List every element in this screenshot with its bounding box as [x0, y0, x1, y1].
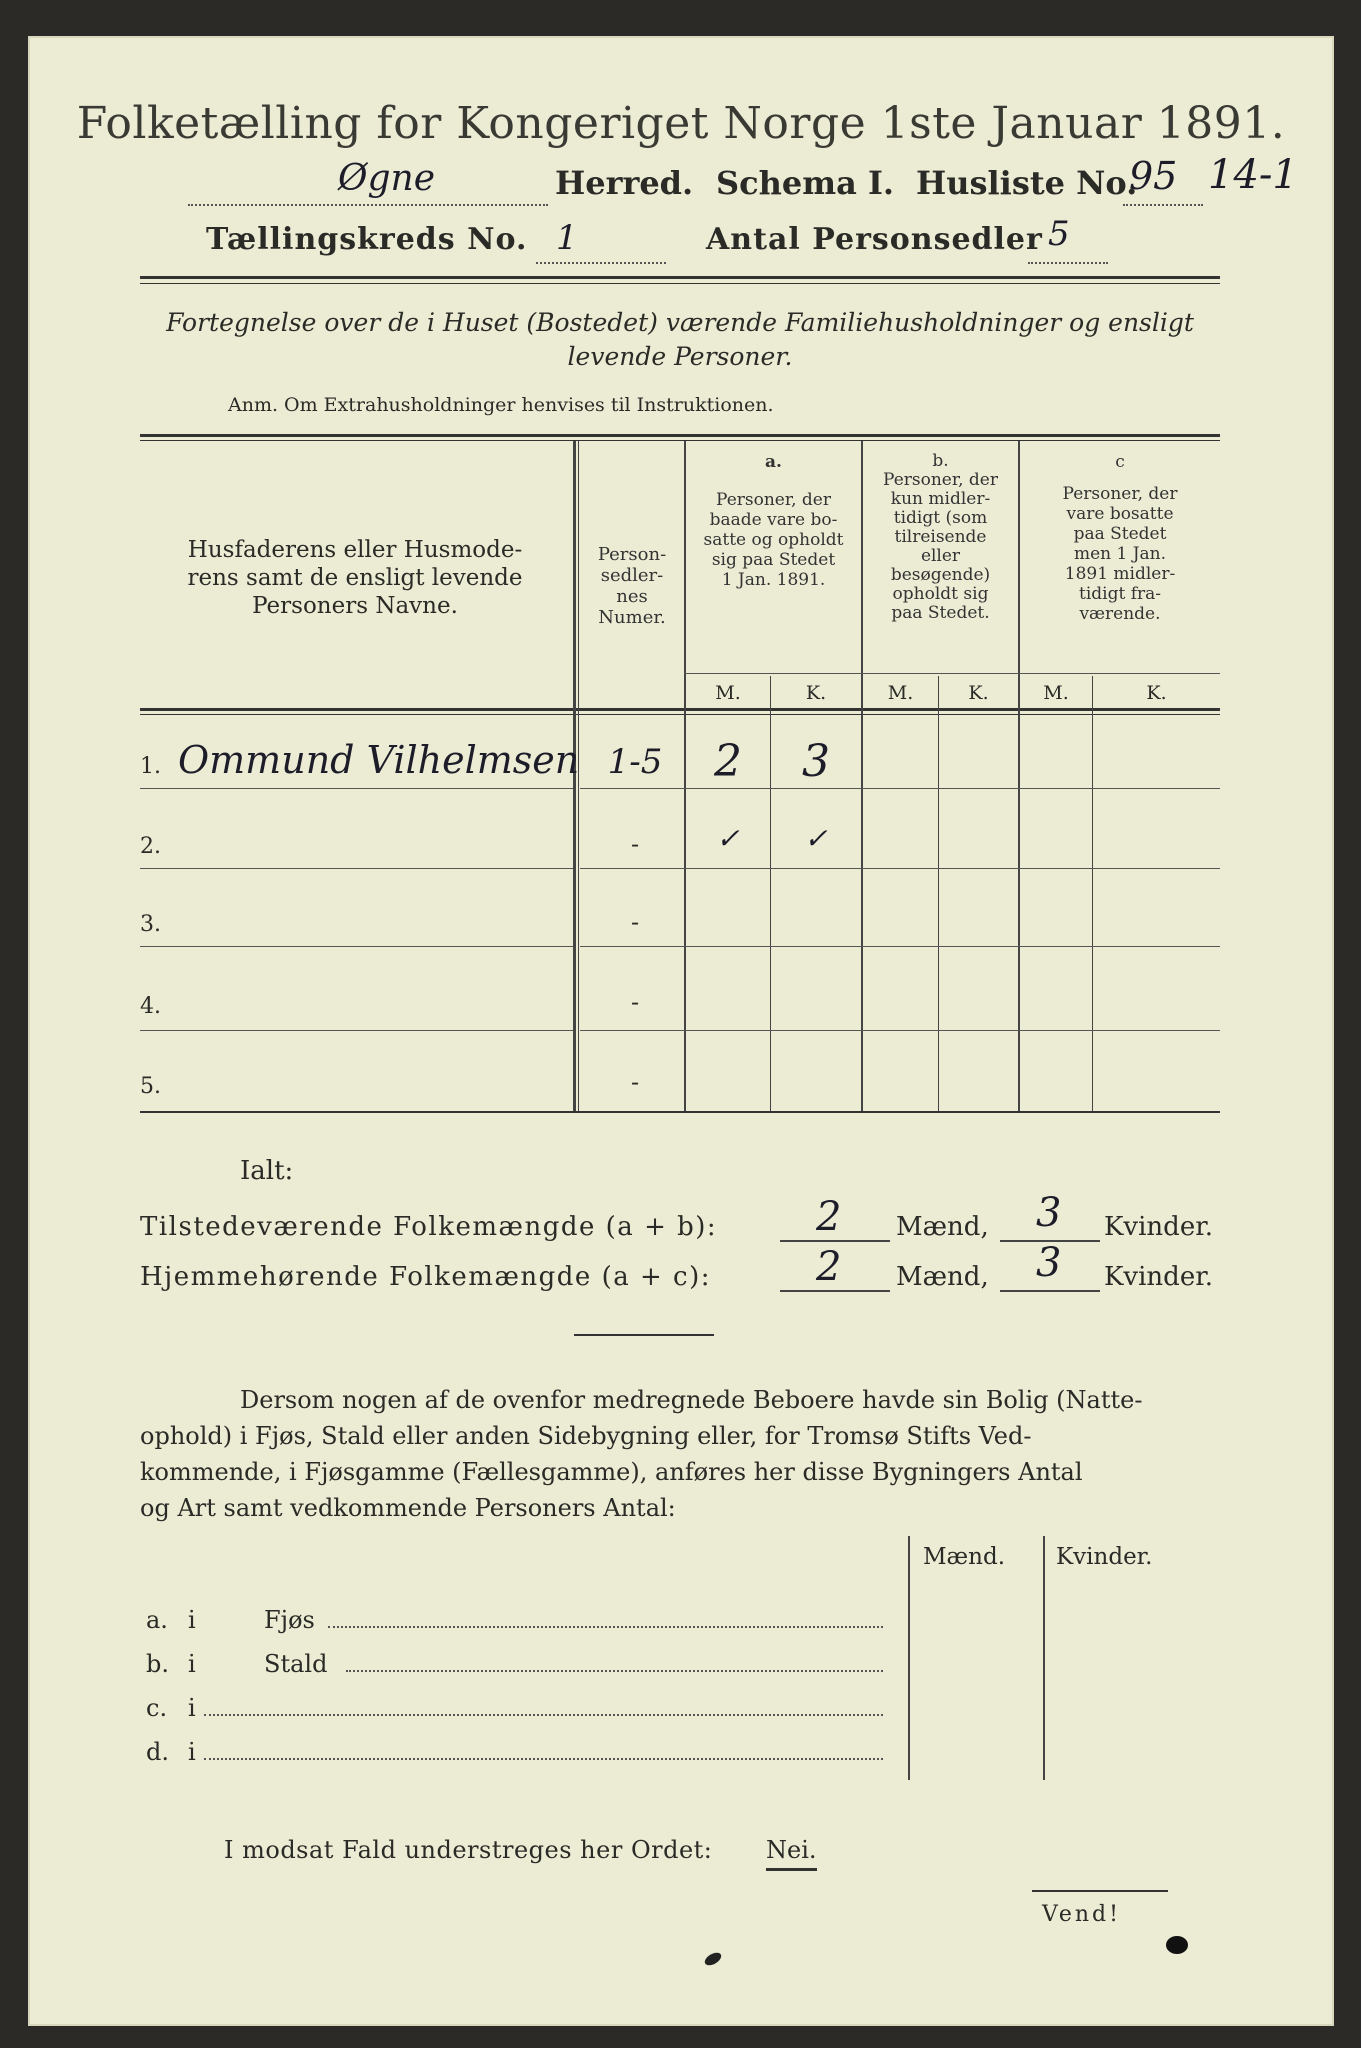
antal-field	[1028, 214, 1108, 264]
table-top-rule	[140, 434, 1220, 437]
husliste-label: Husliste No.	[916, 164, 1138, 202]
bolig-item-letter: a.	[146, 1606, 168, 1634]
col-header-b	[863, 452, 1018, 623]
row-rule	[140, 946, 573, 947]
row-rule	[580, 788, 1220, 789]
col-header-c-line: tidigt fra-	[1078, 584, 1161, 604]
col-header-num	[580, 544, 684, 628]
bolig-item-i: i	[188, 1694, 196, 1722]
c-k-label: K.	[1146, 682, 1167, 704]
bolig-item-letter: c.	[146, 1694, 168, 1722]
tilst-k-value: 3	[1036, 1190, 1062, 1236]
hjem-maend: Mænd,	[896, 1262, 989, 1292]
bolig-item-dots	[328, 1626, 883, 1628]
row-rule	[580, 946, 1220, 947]
col-header-c-line: 1891 midler-	[1064, 564, 1176, 584]
col-header-a	[686, 452, 861, 590]
a-k-label: K.	[805, 682, 827, 704]
table-header-bottom-thin	[140, 714, 1220, 715]
col-header-b-line: tidigt (som	[893, 508, 988, 528]
header-rule-thick	[140, 276, 1220, 279]
bolig-line: Dersom nogen af de ovenfor medregnede Beboere havde sin Bolig (Natte-	[240, 1386, 1143, 1414]
husliste-value: 95	[1129, 154, 1178, 198]
row-rule	[580, 1030, 1220, 1031]
herred-value: Øgne	[338, 158, 436, 199]
person-number: -	[630, 830, 640, 858]
col-header-c	[1020, 452, 1220, 624]
a-m-label: M.	[715, 682, 741, 704]
col-header-b-line: paa Stedet.	[891, 603, 990, 623]
bolig-item-dots	[204, 1714, 883, 1716]
row-number: 2.	[140, 834, 161, 859]
a-m-value: 2	[714, 736, 742, 787]
row-number: 4.	[140, 994, 161, 1019]
col-header-b-line: opholdt sig	[892, 584, 989, 604]
tilst-label: Tilstedeværende Folkemængde (a + b):	[140, 1212, 718, 1242]
bolig-col-divider-1	[908, 1536, 910, 1780]
person-name: Ommund Vilhelmsen	[178, 738, 580, 782]
row-rule	[140, 868, 573, 869]
col-header-num-line: nes	[616, 586, 648, 607]
col-header-b-line: eller	[920, 546, 961, 566]
person-number: -	[630, 988, 640, 1016]
col-divider-b-mk	[938, 676, 939, 1111]
bolig-item-i: i	[188, 1650, 196, 1678]
bolig-line: ophold) i Fjøs, Stald eller anden Sidebygning eller, for Tromsø Stifts Ved-	[140, 1422, 1032, 1450]
ink-blot	[1166, 1936, 1188, 1954]
vend-rule	[1032, 1890, 1168, 1892]
col-header-c-line: vare bosatte	[1066, 504, 1174, 524]
b-k-label: K.	[968, 682, 989, 704]
hjem-k-field	[1000, 1240, 1100, 1292]
bolig-item-dots	[346, 1670, 883, 1672]
row-rule	[140, 1030, 573, 1031]
bolig-item-i: i	[188, 1606, 196, 1634]
person-number: 1-5	[607, 742, 663, 782]
anm-note: Anm. Om Extrahusholdninger henvises til Instruktionen.	[228, 394, 774, 416]
bolig-item-letter: d.	[146, 1738, 169, 1766]
a-k-value: 3	[802, 736, 830, 787]
nei-word: Nei.	[766, 1836, 817, 1871]
mk-header-rule	[684, 673, 1220, 674]
census-form-sheet	[28, 36, 1334, 2026]
row-number: 3.	[140, 912, 161, 937]
row-number: 5.	[140, 1074, 161, 1099]
col-header-c-line: Personer, der	[1062, 484, 1178, 504]
ialt-label: Ialt:	[240, 1156, 294, 1186]
col-header-name-line: Husfaderens eller Husmode-	[187, 537, 523, 563]
col-header-b-line: besøgende)	[890, 565, 991, 585]
c-m-label: M.	[1043, 682, 1069, 704]
bolig-line: og Art samt vedkommende Personers Antal:	[140, 1494, 676, 1522]
tilst-k-field	[1000, 1190, 1100, 1242]
vend-text: Vend!	[1042, 1902, 1121, 1927]
bolig-line: kommende, i Fjøsgamme (Fællesgamme), anføres her disse Bygningers Antal	[140, 1458, 1083, 1486]
husliste-field	[1123, 154, 1203, 206]
section-divider	[574, 1334, 714, 1336]
col-header-c-line: men 1 Jan.	[1073, 544, 1167, 564]
bolig-item-dots	[204, 1758, 883, 1760]
herred-field	[188, 158, 548, 206]
tilst-maend: Mænd,	[896, 1212, 989, 1242]
hjem-m-value: 2	[816, 1244, 842, 1290]
kreds-value: 1	[556, 218, 578, 258]
person-number: -	[630, 1068, 640, 1096]
person-number: -	[630, 908, 640, 936]
table-bottom-rule	[140, 1111, 1220, 1113]
row-number: 1.	[140, 754, 161, 779]
col-header-name-line: rens samt de ensligt levende	[187, 565, 523, 591]
col-divider-c-mk	[1092, 676, 1093, 1111]
col-header-c-line: paa Stedet	[1073, 524, 1167, 544]
tilst-m-value: 2	[816, 1194, 842, 1240]
col-header-a-line: 1 Jan. 1891.	[721, 570, 826, 590]
bolig-maend-header: Mænd.	[923, 1544, 1006, 1570]
antal-label: Antal Personsedler	[706, 222, 1043, 257]
col-header-a-line: baade vare bo-	[709, 510, 838, 530]
col-header-num-line: Numer.	[598, 607, 666, 628]
bolig-col-divider-2	[1043, 1536, 1045, 1780]
husliste-extra: 14-1	[1208, 152, 1298, 198]
bolig-item-label: Fjøs	[264, 1606, 315, 1634]
col-header-b-line: Personer, der	[883, 470, 998, 490]
col-header-num-line: sedler-	[600, 565, 664, 586]
intro-line-1: Fortegnelse over de i Huset (Bostedet) værende Familiehusholdninger og ensligt	[166, 308, 1194, 337]
hjem-k-value: 3	[1036, 1240, 1062, 1286]
bolig-item-label: Stald	[264, 1650, 328, 1678]
header-rule-thin	[140, 283, 1220, 284]
col-header-b-line: tilreisende	[894, 527, 987, 547]
col-header-a-line: Personer, der	[716, 490, 831, 510]
hjem-m-field	[780, 1244, 890, 1292]
tilst-m-field	[780, 1194, 890, 1242]
col-header-b-letter: b.	[932, 451, 949, 471]
bolig-paragraph	[140, 1382, 1220, 1526]
b-m-label: M.	[887, 682, 914, 704]
bolig-item-letter: b.	[146, 1650, 169, 1678]
col-header-c-letter: c	[1115, 452, 1125, 472]
tilst-kvinder: Kvinder.	[1104, 1212, 1214, 1242]
antal-value: 5	[1048, 214, 1070, 254]
hjem-kvinder: Kvinder.	[1104, 1262, 1214, 1292]
col-header-b-line: kun midler-	[890, 489, 991, 509]
row-rule	[140, 788, 573, 789]
kreds-label: Tællingskreds No.	[206, 222, 528, 257]
col-header-c-line: værende.	[1079, 604, 1161, 624]
intro-line-2: levende Personer.	[567, 342, 793, 371]
intro-text	[140, 306, 1220, 374]
row-rule	[580, 868, 1220, 869]
kreds-field	[536, 218, 666, 264]
form-title: Folketælling for Kongeriget Norge 1ste Januar 1891.	[76, 98, 1286, 149]
col-header-a-line: sig paa Stedet	[711, 550, 836, 570]
col-header-num-line: Person-	[597, 544, 667, 565]
herred-label: Herred.	[555, 164, 694, 202]
table-header-bottom-rule	[140, 708, 1220, 711]
col-header-name	[140, 536, 570, 620]
col-header-a-letter: a.	[765, 452, 782, 472]
ink-blot	[703, 1950, 724, 1968]
a-m-check: ✓	[716, 822, 740, 855]
schema-label: Schema I.	[716, 164, 895, 202]
nei-instruction: I modsat Fald understreges her Ordet:	[224, 1836, 713, 1864]
table-top-rule-thin	[140, 440, 1220, 441]
bolig-kvinder-header: Kvinder.	[1056, 1544, 1153, 1570]
bolig-item-i: i	[188, 1738, 196, 1766]
col-header-name-line: Personers Navne.	[252, 593, 458, 619]
a-k-check: ✓	[804, 822, 828, 855]
hjem-label: Hjemmehørende Folkemængde (a + c):	[140, 1262, 711, 1292]
col-header-a-line: satte og opholdt	[703, 530, 844, 550]
